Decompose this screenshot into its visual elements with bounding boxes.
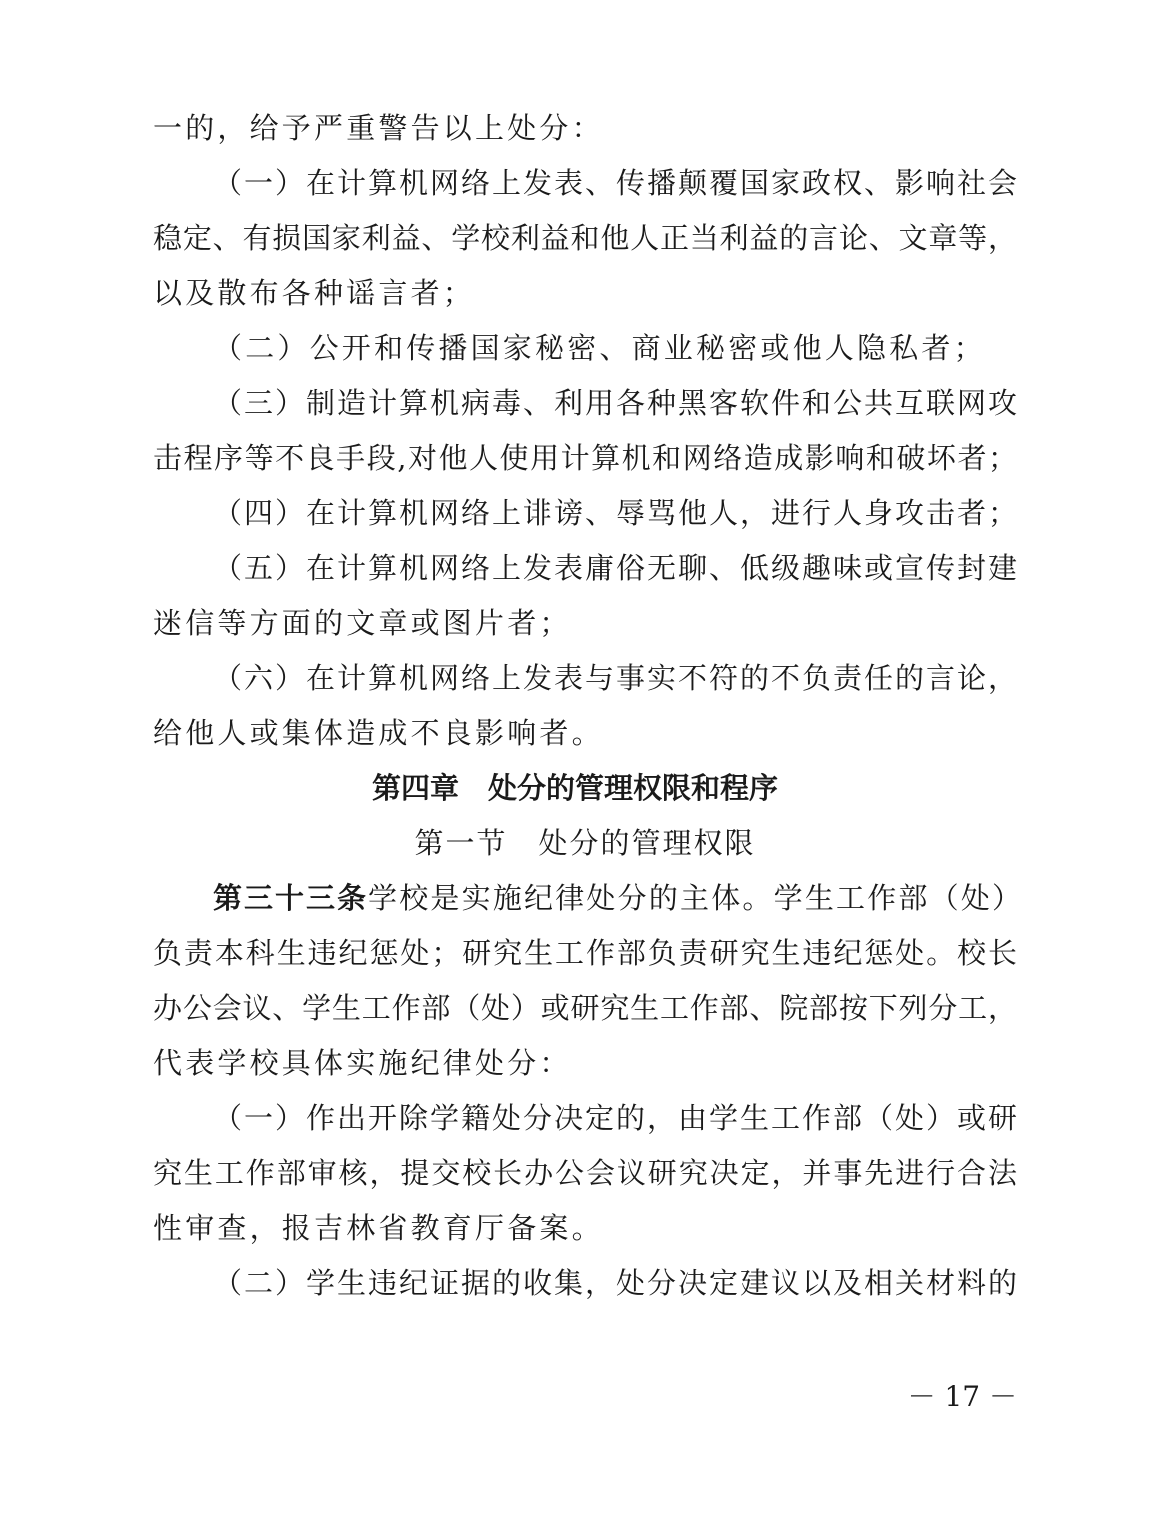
- text-line: （四）在计算机网络上诽谤、辱骂他人，进行人身攻击者；: [213, 496, 1017, 530]
- text-line: （一）在计算机网络上发表、传播颠覆国家政权、影响社会: [213, 166, 1017, 200]
- text-line: 给他人或集体造成不良影响者。: [153, 716, 604, 750]
- text-line: （一）作出开除学籍处分决定的，由学生工作部（处）或研: [213, 1101, 1017, 1135]
- text-line: 究生工作部审核，提交校长办公会议研究决定，并事先进行合法: [153, 1156, 1017, 1190]
- article-first-line: [213, 878, 1024, 918]
- text-line: 代表学校具体实施纪律处分：: [153, 1046, 572, 1080]
- text-line: （二）学生违纪证据的收集，处分决定建议以及相关材料的: [213, 1266, 1017, 1300]
- section-heading: 第一节 处分的管理权限: [414, 826, 756, 860]
- text-line: 迷信等方面的文章或图片者；: [153, 606, 572, 640]
- text-line: 办公会议、学生工作部（处）或研究生工作部、院部按下列分工，: [153, 991, 1017, 1025]
- article-first-line-text: 学校是实施纪律处分的主体。学生工作部（处）: [368, 881, 1024, 915]
- page-number: － 17 －: [907, 1380, 1017, 1413]
- text-line: 一的，给予严重警告以上处分：: [153, 111, 604, 145]
- chapter-heading: 第四章 处分的管理权限和程序: [371, 771, 778, 805]
- text-line: 以及散布各种谣言者；: [153, 276, 476, 310]
- text-line: （六）在计算机网络上发表与事实不符的不负责任的言论，: [213, 661, 1017, 695]
- text-line: （五）在计算机网络上发表庸俗无聊、低级趣味或宣传封建: [213, 551, 1017, 585]
- text-line: 稳定、有损国家利益、学校利益和他人正当利益的言论、文章等，: [153, 221, 1017, 255]
- text-line: （二）公开和传播国家秘密、商业秘密或他人隐私者；: [213, 331, 986, 365]
- text-line: 性审查，报吉林省教育厅备案。: [153, 1211, 604, 1245]
- text-line: 击程序等不良手段,对他人使用计算机和网络造成影响和破坏者；: [153, 441, 1017, 475]
- article-label: 第三十三条: [213, 881, 369, 915]
- text-line: （三）制造计算机病毒、利用各种黑客软件和公共互联网攻: [213, 386, 1017, 420]
- text-line: 负责本科生违纪惩处；研究生工作部负责研究生违纪惩处。校长: [153, 936, 1017, 970]
